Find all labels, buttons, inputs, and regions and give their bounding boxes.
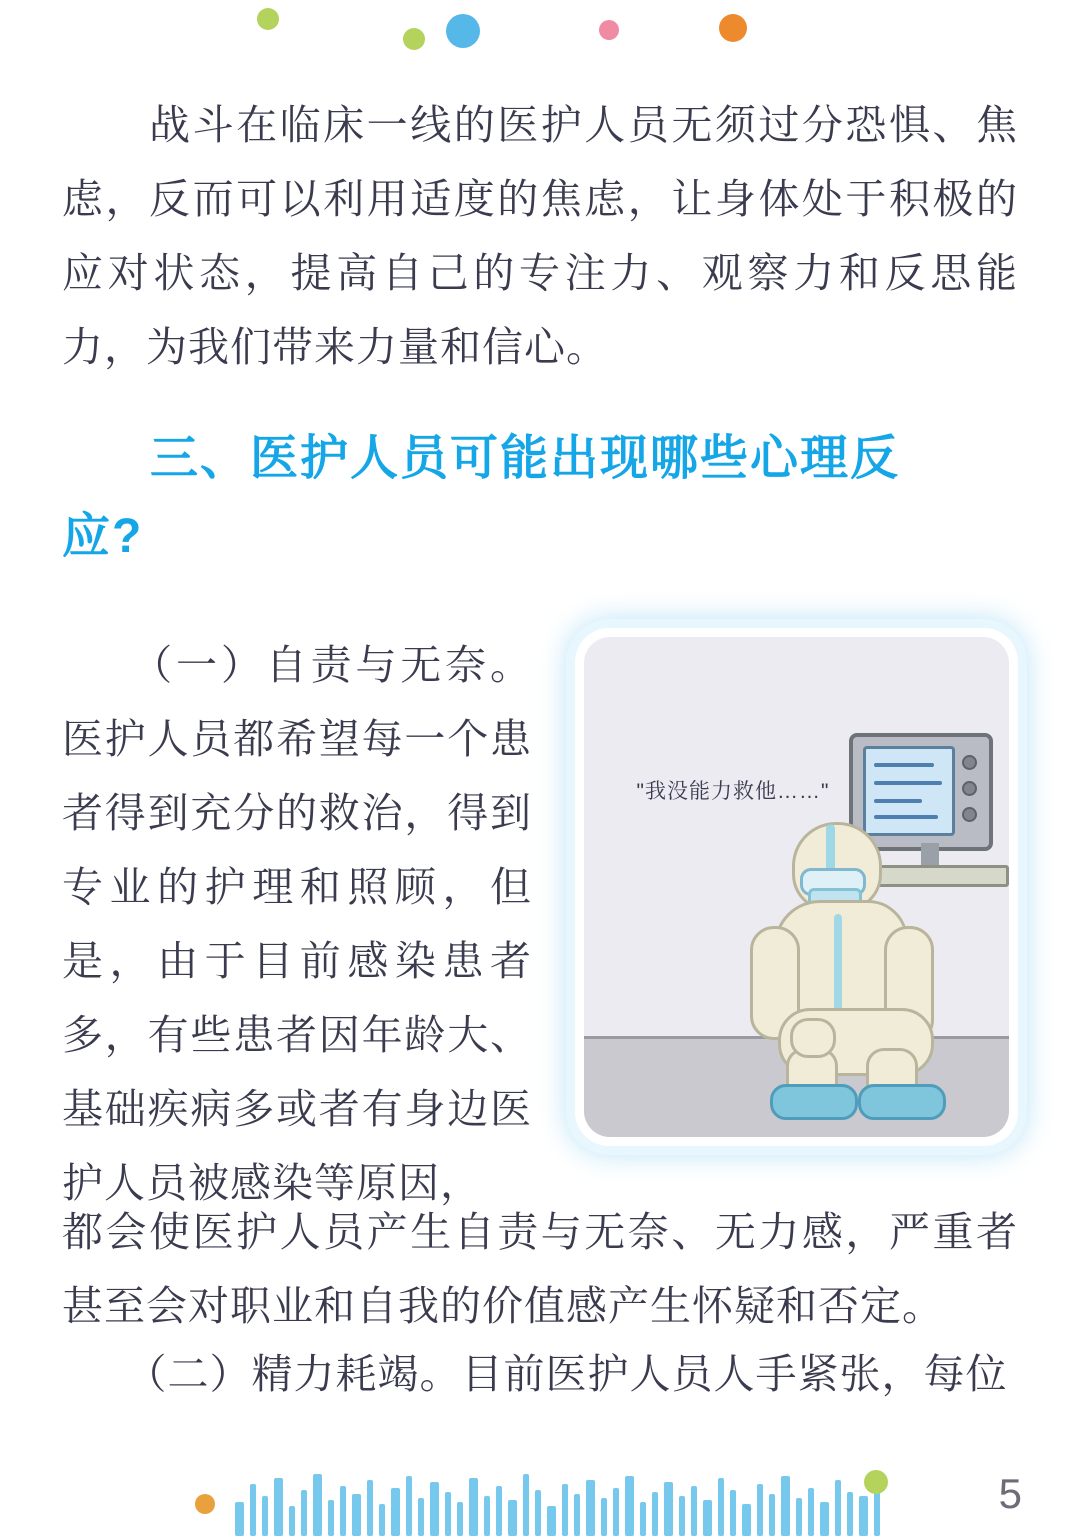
barcode-bar xyxy=(250,1484,256,1536)
illustration-quote: "我没能力救他……" xyxy=(636,780,830,803)
barcode-bar xyxy=(703,1500,712,1536)
section-heading-line2: 应? xyxy=(62,510,144,563)
barcode-bar xyxy=(664,1482,673,1536)
barcode-bar xyxy=(445,1492,451,1536)
barcode-bar xyxy=(562,1484,568,1536)
section-one-paragraph: （一）自责与无奈。医护人员都希望每一个患者得到充分的救治，得到专业的护理和照顾，但是，由于目前感染患者多，有些患者因年龄大、基础疾病多或者有身边医护人员被感染等原因， xyxy=(62,642,532,1206)
barcode-bar xyxy=(586,1480,595,1536)
barcode-bar xyxy=(601,1498,607,1536)
barcode-bar xyxy=(625,1476,634,1536)
intro-paragraph: 战斗在临床一线的医护人员无须过分恐惧、焦虑，反而可以利用适度的焦虑，让身体处于积极的应对状态，提高自己的专注力、观察力和反思能力，为我们带来力量和信心。 xyxy=(62,102,1018,370)
illustration xyxy=(584,637,1009,1137)
barcode-bar xyxy=(352,1494,361,1536)
barcode-bar xyxy=(496,1486,502,1536)
barcode-bar xyxy=(847,1492,853,1536)
section-two-paragraph: （二）精力耗竭。目前医护人员人手紧张，每位 xyxy=(62,1351,1008,1397)
barcode-bar xyxy=(457,1502,463,1536)
decorative-dot xyxy=(446,14,480,48)
barcode-bar xyxy=(535,1490,541,1536)
barcode-bar xyxy=(613,1488,619,1536)
barcode-bar xyxy=(652,1492,658,1536)
barcode-bar xyxy=(757,1484,763,1536)
barcode-bar xyxy=(379,1504,385,1536)
illustration-card xyxy=(575,628,1018,1146)
barcode-decoration xyxy=(235,1468,845,1536)
barcode-bar xyxy=(547,1506,556,1536)
decorative-dot xyxy=(719,14,747,42)
barcode-bar xyxy=(391,1488,400,1536)
decorative-dot xyxy=(599,20,619,40)
page-number: 5 xyxy=(998,1470,1022,1517)
barcode-bar xyxy=(469,1478,478,1536)
medical-worker-figure xyxy=(734,822,974,1122)
barcode-bar xyxy=(313,1474,322,1536)
barcode-bar xyxy=(262,1496,268,1536)
barcode-bar xyxy=(640,1502,646,1536)
barcode-bar xyxy=(418,1498,424,1536)
section-heading-line1: 三、医护人员可能出现哪些心理反 xyxy=(150,432,901,485)
barcode-bar xyxy=(781,1476,790,1536)
decorative-dot xyxy=(257,8,279,30)
barcode-bar xyxy=(289,1506,295,1536)
barcode-bar xyxy=(340,1486,346,1536)
barcode-bar xyxy=(235,1502,244,1536)
barcode-bar xyxy=(430,1482,439,1536)
barcode-bar xyxy=(796,1498,802,1536)
section-one-continued: 都会使医护人员产生自责与无奈、无力感，严重者甚至会对职业和自我的价值感产生怀疑和否定。 xyxy=(62,1209,1018,1329)
barcode-bar xyxy=(367,1480,373,1536)
barcode-bar xyxy=(301,1490,307,1536)
top-decorative-dots xyxy=(0,0,1080,60)
barcode-bar xyxy=(820,1502,829,1536)
barcode-bar xyxy=(574,1494,580,1536)
section-heading xyxy=(62,420,1030,576)
decorative-dot xyxy=(864,1470,888,1494)
barcode-bar xyxy=(835,1480,841,1536)
barcode-bar xyxy=(508,1500,517,1536)
barcode-bar xyxy=(679,1496,685,1536)
barcode-bar xyxy=(769,1494,775,1536)
barcode-bar xyxy=(274,1478,283,1536)
barcode-bar xyxy=(742,1504,751,1536)
barcode-bar xyxy=(484,1496,490,1536)
barcode-bar xyxy=(808,1488,814,1536)
barcode-bar xyxy=(691,1486,697,1536)
barcode-bar xyxy=(406,1476,412,1536)
barcode-bar xyxy=(730,1490,736,1536)
barcode-bar xyxy=(859,1496,868,1536)
barcode-bar xyxy=(523,1474,529,1536)
decorative-dot xyxy=(195,1494,215,1514)
barcode-bar xyxy=(328,1500,334,1536)
decorative-dot xyxy=(403,28,425,50)
barcode-bar xyxy=(718,1478,724,1536)
